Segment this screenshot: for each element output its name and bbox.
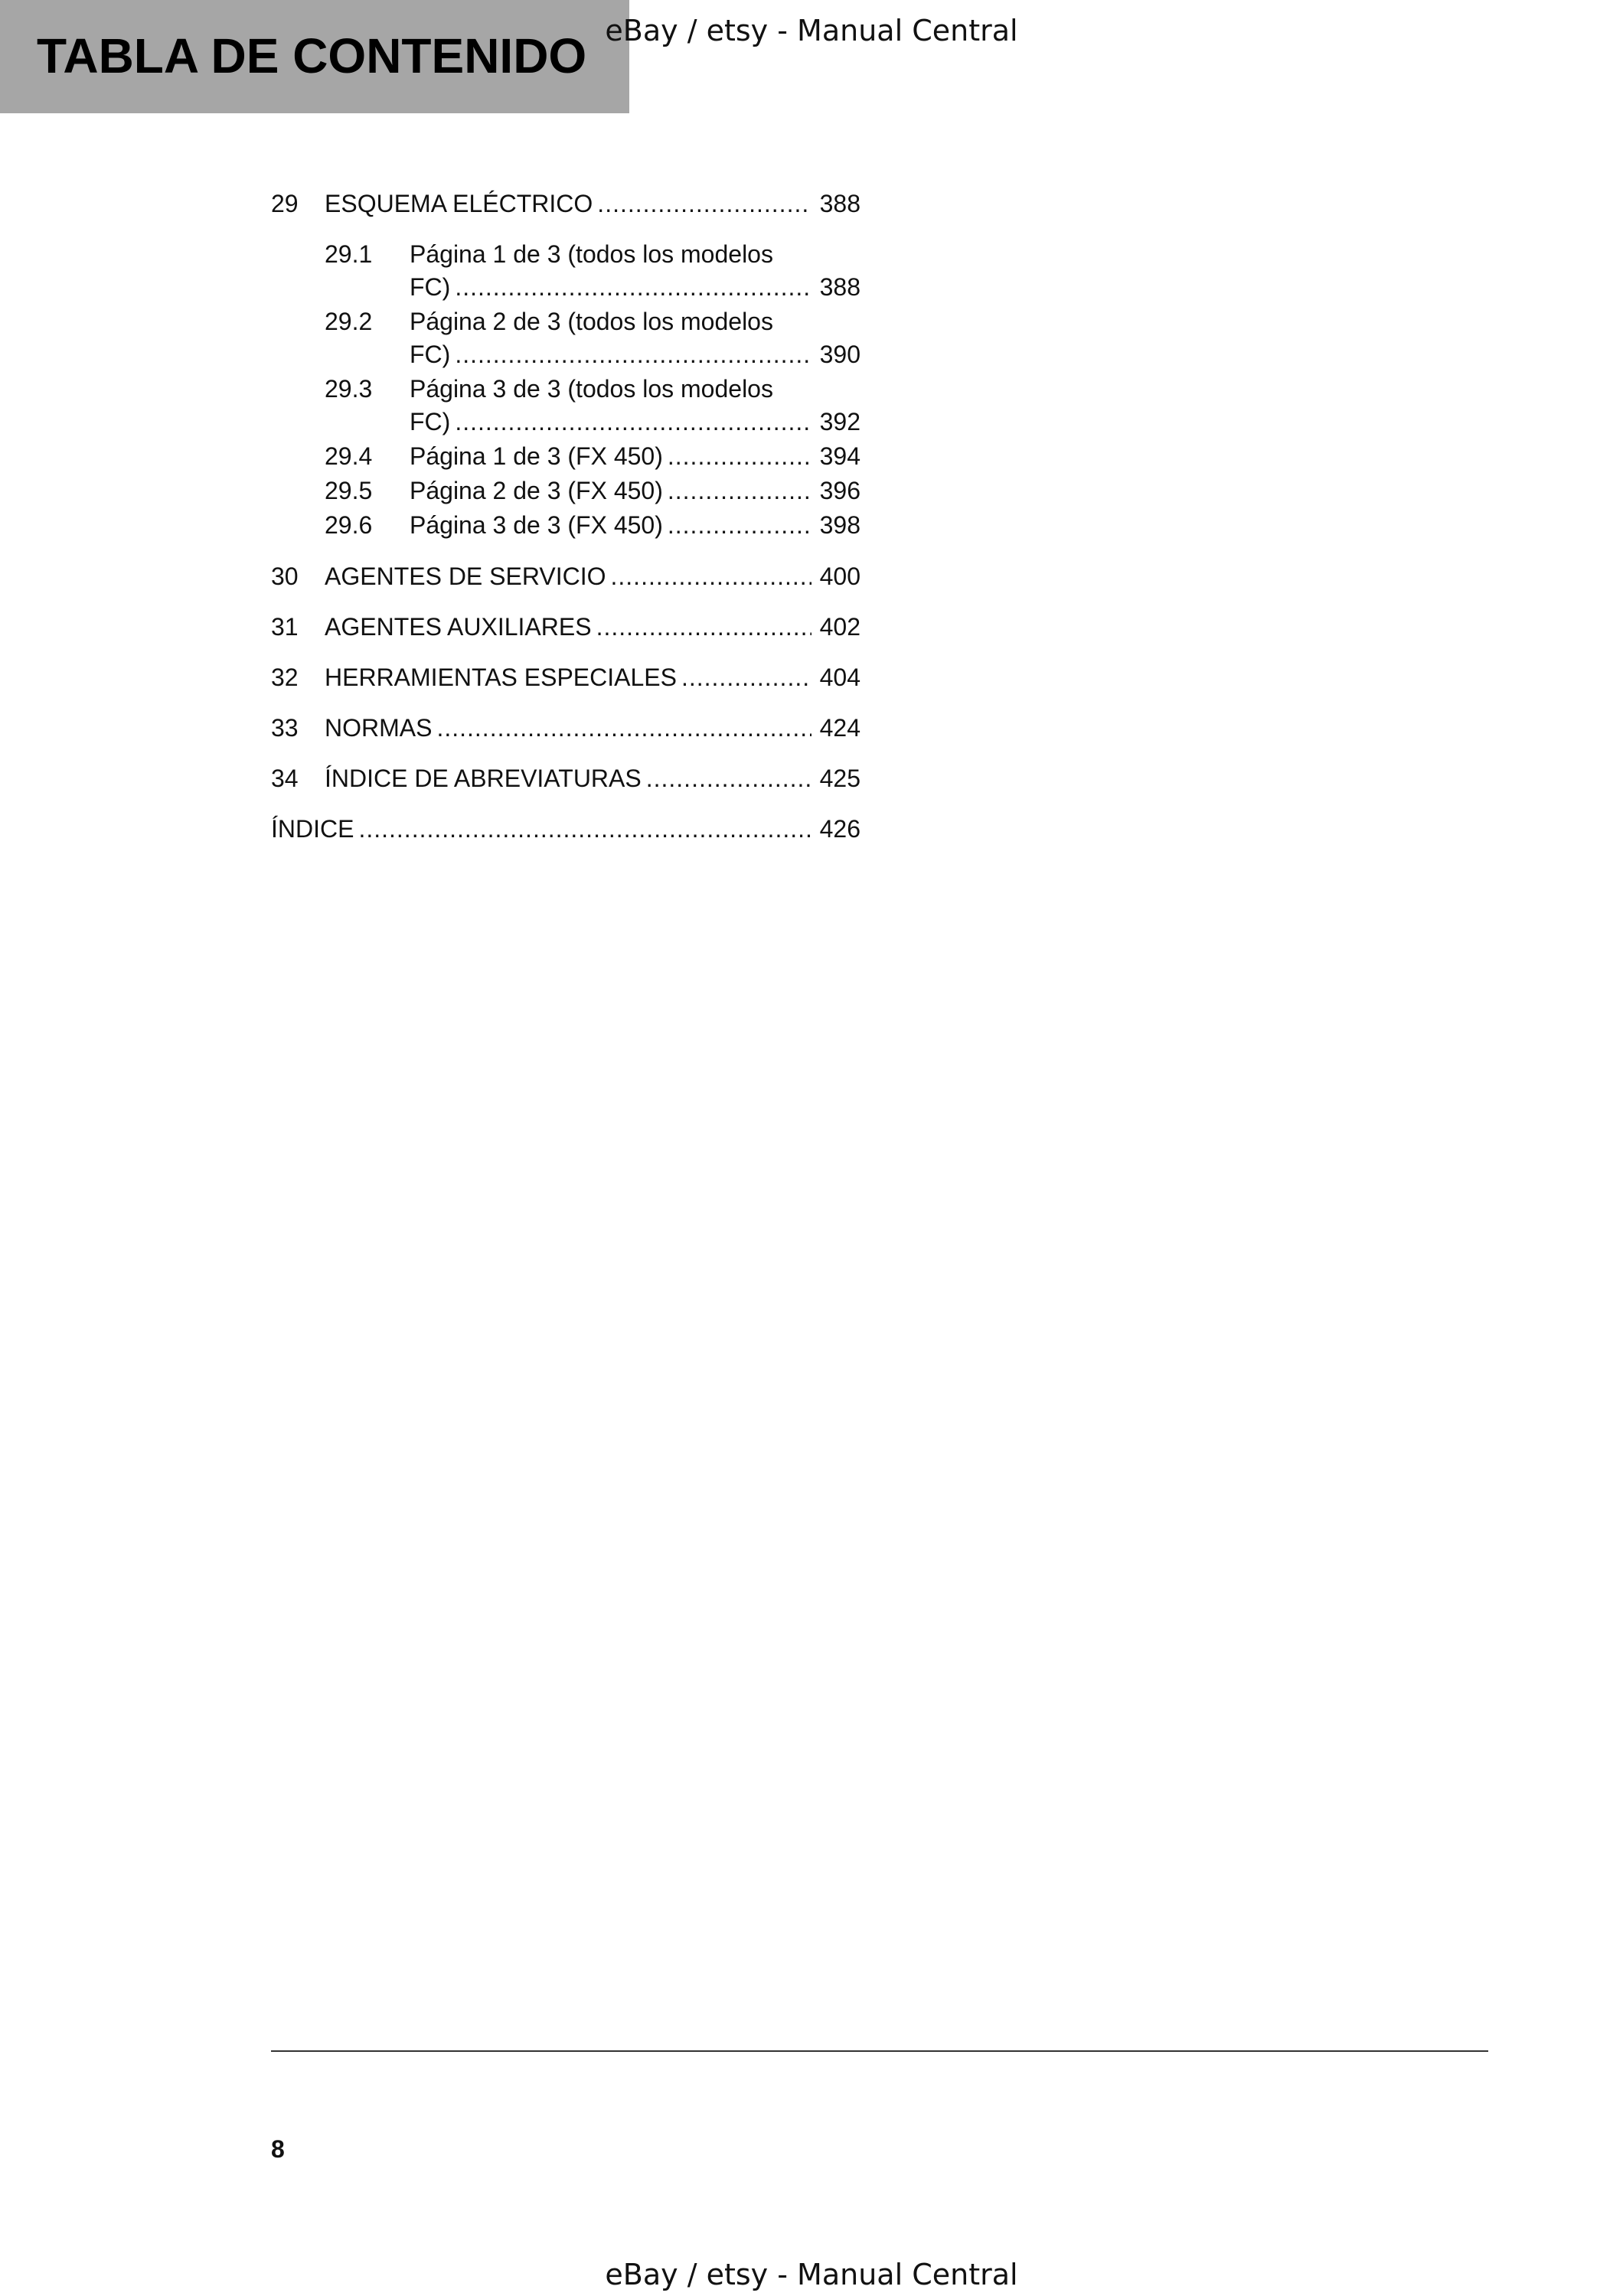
leader-dots <box>455 341 812 369</box>
toc-entry-number: 29 <box>271 190 299 217</box>
toc-entry-title: Página 2 de 3 (FX 450) ..... <box>410 477 812 507</box>
toc-entry-page: 388 <box>819 273 860 301</box>
toc-entry-title: ESQUEMA ELÉCTRICO ..... <box>325 190 812 220</box>
toc-entry-title: Página 3 de 3 (FX 450) ..... <box>410 511 812 542</box>
toc-entry-number: 30 <box>271 563 299 590</box>
toc-entry-31[interactable] <box>271 613 860 644</box>
toc-entry-number: 33 <box>271 714 299 742</box>
toc-entry-page: 400 <box>819 563 860 590</box>
toc-entry-30[interactable] <box>271 563 860 593</box>
leader-dots <box>681 664 812 692</box>
toc-entry-29-4[interactable] <box>271 442 860 473</box>
leader-dots <box>455 408 812 436</box>
toc-entry-indice[interactable] <box>271 815 860 846</box>
leader-dots <box>358 815 812 843</box>
toc-entry-page: 425 <box>819 765 860 792</box>
toc-entry-33[interactable] <box>271 714 860 745</box>
toc-entry-page: 404 <box>819 664 860 691</box>
toc-entry-page: 390 <box>819 341 860 368</box>
toc-entry-29[interactable] <box>271 190 860 220</box>
leader-dots <box>668 511 812 540</box>
toc-entry-29-1[interactable] <box>271 240 860 271</box>
leader-dots <box>596 613 812 641</box>
toc-entry-page: 426 <box>819 815 860 843</box>
toc-entry-number: 29.2 <box>325 308 373 335</box>
toc-entry-title: AGENTES DE SERVICIO ..... <box>325 563 812 593</box>
toc-entry-29-3[interactable] <box>271 375 860 406</box>
toc-entry-29-3-cont[interactable] <box>271 408 860 439</box>
toc-entry-title: Página 3 de 3 (todos los modelos <box>410 375 773 403</box>
toc-entry-29-2-cont[interactable] <box>271 341 860 371</box>
page-number: 8 <box>271 2135 285 2163</box>
toc-entry-title: NORMAS ..... <box>325 714 812 745</box>
toc-entry-number: 29.1 <box>325 240 373 268</box>
toc-entry-number: 34 <box>271 765 299 792</box>
toc-entry-title: Página 1 de 3 (todos los modelos <box>410 240 773 268</box>
toc-entry-page: 424 <box>819 714 860 742</box>
toc-entry-number: 29.6 <box>325 511 373 539</box>
footer-divider <box>271 2050 1488 2052</box>
toc-entry-number: 29.4 <box>325 442 373 470</box>
section-title: TABLA DE CONTENIDO <box>37 28 587 83</box>
toc-entry-29-2[interactable] <box>271 308 860 338</box>
toc-entry-title: ÍNDICE ..... <box>271 815 812 846</box>
toc-entry-number: 31 <box>271 613 299 641</box>
watermark-top: eBay / etsy - Manual Central <box>605 14 1018 47</box>
leader-dots <box>668 477 812 505</box>
toc-entry-title-cont: FC) ..... <box>410 341 812 371</box>
leader-dots <box>455 273 812 302</box>
leader-dots <box>597 190 812 218</box>
watermark-bottom: eBay / etsy - Manual Central <box>605 2258 1018 2291</box>
leader-dots <box>668 442 812 471</box>
toc-entry-title: AGENTES AUXILIARES ..... <box>325 613 812 644</box>
toc-entry-page: 392 <box>819 408 860 435</box>
leader-dots <box>611 563 812 591</box>
toc-entry-number: 32 <box>271 664 299 691</box>
toc-entry-title-cont: FC) ..... <box>410 273 812 304</box>
toc-entry-number: 29.5 <box>325 477 373 504</box>
toc-entry-29-5[interactable] <box>271 477 860 507</box>
toc-entry-page: 396 <box>819 477 860 504</box>
toc-entry-number: 29.3 <box>325 375 373 403</box>
toc-entry-title: HERRAMIENTAS ESPECIALES ..... <box>325 664 812 694</box>
toc-entry-title: Página 2 de 3 (todos los modelos <box>410 308 773 335</box>
toc-entry-34[interactable] <box>271 765 860 795</box>
toc-entry-page: 402 <box>819 613 860 641</box>
leader-dots <box>436 714 812 742</box>
toc-entry-29-1-cont[interactable] <box>271 273 860 304</box>
toc-entry-29-6[interactable] <box>271 511 860 542</box>
toc-entry-page: 394 <box>819 442 860 470</box>
leader-dots <box>646 765 812 793</box>
toc-entry-page: 398 <box>819 511 860 539</box>
toc-entry-title: ÍNDICE DE ABREVIATURAS ..... <box>325 765 812 795</box>
toc-entry-title: Página 1 de 3 (FX 450) ..... <box>410 442 812 473</box>
toc-entry-page: 388 <box>819 190 860 217</box>
toc-entry-32[interactable] <box>271 664 860 694</box>
toc-entry-title-cont: FC) ..... <box>410 408 812 439</box>
